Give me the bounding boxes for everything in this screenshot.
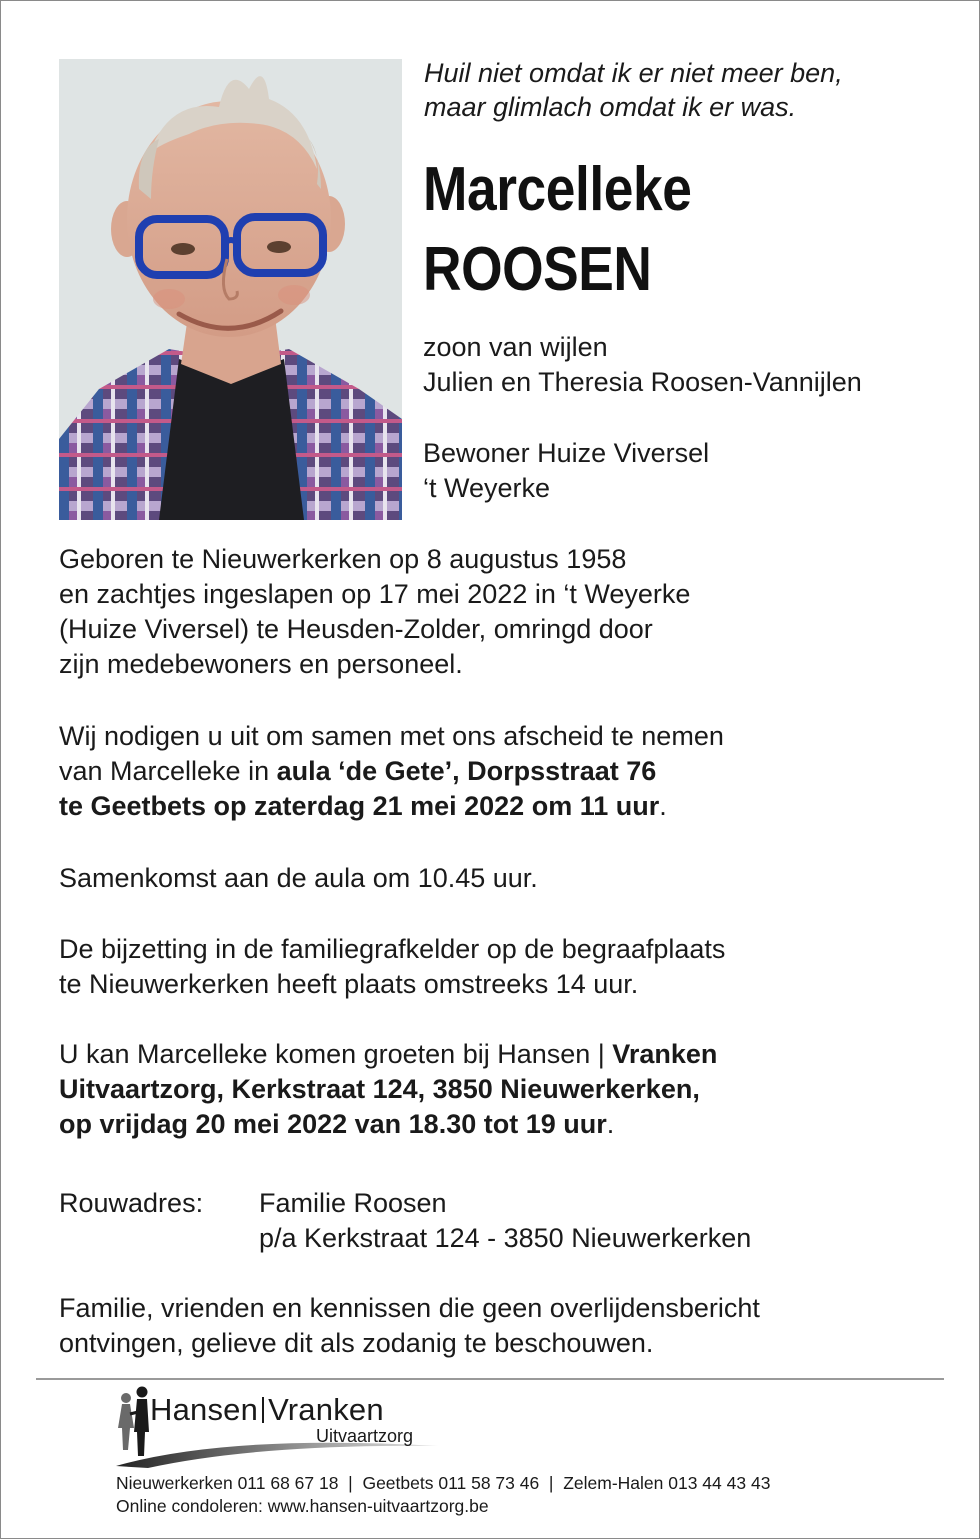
interment-paragraph xyxy=(59,932,939,1002)
residence-line: Bewoner Huize Viversel xyxy=(423,438,710,468)
condolence-link[interactable]: Online condoleren: www.hansen-uitvaartzorg.be xyxy=(116,1496,489,1516)
memorial-quote xyxy=(424,56,964,124)
deceased-name xyxy=(423,150,887,310)
logo-subtitle: Uitvaartzorg xyxy=(316,1426,414,1446)
paragraph-line xyxy=(59,1107,939,1142)
logo-name-left: Hansen xyxy=(150,1392,259,1427)
address-line: p/a Kerkstraat 124 - 3850 Nieuwerkerken xyxy=(259,1223,752,1253)
paragraph-line xyxy=(59,1037,939,1072)
quote-line: Huil niet omdat ik er niet meer ben, xyxy=(424,58,843,88)
paragraph-line: Geboren te Nieuwerkerken op 8 augustus 1958 xyxy=(59,544,627,574)
paragraph-line: zijn medebewoners en personeel. xyxy=(59,649,463,679)
residence-line: ‘t Weyerke xyxy=(423,473,551,503)
phone-numbers: Nieuwerkerken 011 68 67 18 | Geetbets 011 58 73 46 | Zelem-Halen 013 44 43 43 xyxy=(116,1473,771,1493)
gathering-paragraph xyxy=(59,861,939,896)
paragraph-line: Familie, vrienden en kennissen die geen overlijdensbericht xyxy=(59,1293,760,1323)
logo-separator xyxy=(262,1397,264,1423)
address-label: Rouwadres: xyxy=(59,1188,204,1218)
paragraph-line: Samenkomst aan de aula om 10.45 uur. xyxy=(59,863,538,893)
period: . xyxy=(606,1109,615,1139)
logo-name-right: Vranken xyxy=(268,1392,384,1427)
visitation-paragraph xyxy=(59,1037,939,1142)
period: . xyxy=(659,791,667,821)
paragraph-line xyxy=(59,754,939,789)
logo-wordmark xyxy=(150,1392,384,1428)
portrait-photo xyxy=(59,59,402,520)
funeral-home-contacts xyxy=(116,1472,956,1518)
visitation-place: Vranken xyxy=(612,1039,718,1069)
paragraph-line: Wij nodigen u uit om samen met ons afscheid te nemen xyxy=(59,721,724,751)
first-name: Marcelleke xyxy=(423,155,692,224)
paragraph-line: De bijzetting in de familiegrafkelder op de begraafplaats xyxy=(59,934,726,964)
paragraph-line: te Nieuwerkerken heeft plaats omstreeks 14 uur. xyxy=(59,969,639,999)
family-relation xyxy=(423,330,963,400)
paragraph-line: Uitvaartzorg, Kerkstraat 124, 3850 Nieuwerkerken, xyxy=(59,1074,700,1104)
farewell-venue: aula ‘de Gete’, Dorpsstraat 76 xyxy=(276,756,657,786)
farewell-datetime: te Geetbets op zaterdag 21 mei 2022 om 11 uur xyxy=(59,791,660,821)
visitation-datetime: op vrijdag 20 mei 2022 van 18.30 tot 19 uur xyxy=(59,1109,607,1139)
farewell-paragraph xyxy=(59,719,939,824)
address-line: Familie Roosen xyxy=(259,1188,447,1218)
quote-line: maar glimlach omdat ik er was. xyxy=(424,92,797,122)
footer-divider xyxy=(36,1378,944,1380)
paragraph-line: (Huize Viversel) te Heusden-Zolder, omringd door xyxy=(59,614,653,644)
notice-paragraph xyxy=(59,1291,939,1361)
paragraph-line: ontvingen, gelieve dit als zodanig te beschouwen. xyxy=(59,1328,654,1358)
visitation-text: U kan Marcelleke komen groeten bij Hansen | xyxy=(59,1039,613,1069)
relation-line: zoon van wijlen xyxy=(423,332,608,362)
residence xyxy=(423,436,963,506)
funeral-home-logo xyxy=(108,1384,448,1470)
relation-line: Julien en Theresia Roosen-Vannijlen xyxy=(423,367,862,397)
paragraph-line xyxy=(59,789,939,824)
farewell-text: van Marcelleke in xyxy=(59,756,277,786)
paragraph-line: en zachtjes ingeslapen op 17 mei 2022 in ‘t Weyerke xyxy=(59,579,691,609)
last-name: ROOSEN xyxy=(423,235,652,304)
birth-death-paragraph xyxy=(59,542,939,682)
